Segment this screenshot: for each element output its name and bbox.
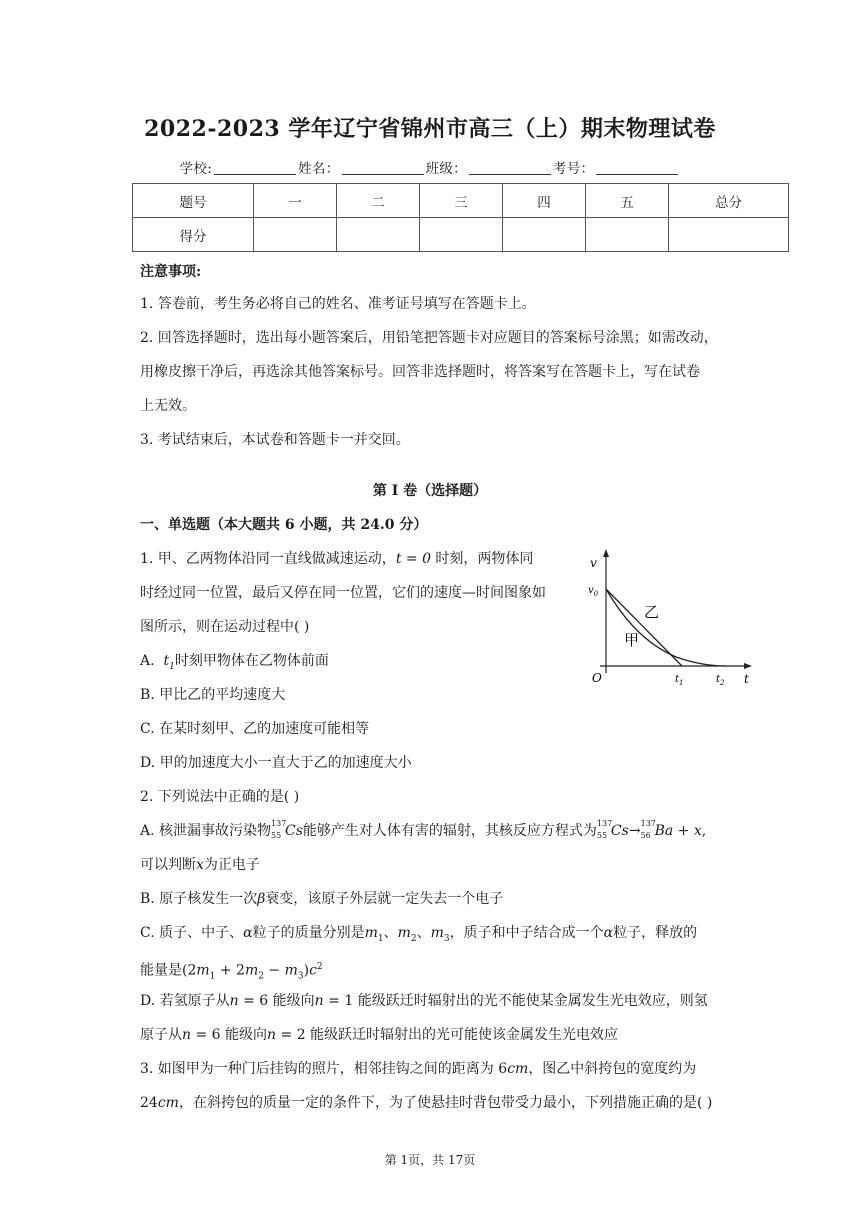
q1-option-c: C. 在某时刻甲、乙的加速度可能相等 (140, 721, 370, 737)
score-header-cell: 三 (420, 184, 503, 218)
score-cell (420, 218, 503, 252)
graph-jia-label: 甲 (624, 631, 640, 649)
student-info-line (0, 157, 860, 177)
class-blank (469, 173, 551, 175)
part-title: 第 I 卷（选择题） (372, 483, 488, 499)
name-label: 姓名： (298, 161, 340, 177)
name-blank (342, 173, 424, 175)
q3-line-1: 3. 如图甲为一种门后挂钩的照片，相邻挂钩之间的距离为 6cm，图乙中斜挎包的宽度约为 (140, 1061, 697, 1077)
nuclide-cs137-eq: 137 55 (596, 819, 613, 840)
q1-line-2: 时经过同一位置，最后又停在同一位置，它们的速度—时间图象如 (140, 585, 546, 601)
q1-math-t0: t = 0 (395, 551, 431, 567)
q2-option-d-text-2: 能级向 (268, 993, 315, 1009)
q1-line-3: 图所示，则在运动过程中( ) (140, 619, 310, 635)
q3-line-2-b: ，在斜挎包的质量一定的条件下，为了使悬挂时背包带受力最小，下列措施正确的是( ) (178, 1095, 713, 1111)
score-header-cell: 题号 (133, 184, 254, 218)
exam-no-label: 考号： (552, 161, 595, 177)
q2-option-c-text-4: 粒子，释放的 (613, 925, 698, 941)
q2-option-d-text-1: D. 若氢原子从 (140, 993, 230, 1009)
q1-option-d: D. 甲的加速度大小一直大于乙的加速度大小 (140, 755, 412, 771)
q2-option-c-text-2: 粒子的质量分别是 (252, 925, 365, 941)
notice-item-2-line-1: 2. 回答选择题时，选出每小题答案后，用铅笔把答题卡对应题目的答案标号涂黑；如需改动， (140, 330, 718, 346)
graph-t-axis-arrow (744, 663, 752, 669)
graph-t2-label: $t_2$ (716, 674, 725, 685)
graph-t-label: t (744, 672, 749, 685)
q2-option-a-text-1: A. 核泄漏事故污染物 (140, 823, 272, 839)
score-cell (337, 218, 420, 252)
notice-item-2-line-3: 上无效。 (140, 398, 196, 414)
score-cell (254, 218, 337, 252)
score-cell (586, 218, 669, 252)
q2-option-a-text-3: 可以判断 (140, 857, 196, 873)
q1-option-a (140, 651, 329, 677)
q2-option-d-text-4: 原子从 (140, 1027, 182, 1043)
notice-item-1: 1. 答卷前，考生务必将自己的姓名、准考证号填写在答题卡上。 (140, 296, 536, 312)
score-table (132, 183, 789, 252)
q2-option-d-text-6: 能级跃迁时辐射出的光可能使该金属发生光电效应 (305, 1027, 619, 1043)
q2-option-a-text-2: 能够产生对人体有害的辐射，其核反应方程式为 (302, 823, 597, 839)
score-table-header-row (133, 184, 789, 218)
score-cell (503, 218, 586, 252)
q2-option-a-text-4: 为正电子 (203, 857, 260, 873)
graph-origin-label: O (592, 671, 602, 685)
q2-option-c-text-5: 能量是 (140, 962, 182, 979)
score-table-score-row (133, 218, 789, 252)
q1-math-t1: $t_1$ (163, 653, 175, 672)
score-header-cell: 总分 (669, 184, 789, 218)
graph-curve-jia (606, 589, 726, 666)
q3-line-2: 24cm，在斜挎包的质量一定的条件下，为了使悬挂时背包带受力最小，下列措施正确的是( ) (140, 1095, 713, 1111)
graph-v-label: v (590, 556, 597, 570)
score-row-label: 得分 (133, 218, 254, 252)
q2-option-a-line-1: A. 核泄漏事故污染物 137 55 Cs能够产生对人体有害的辐射，其核反应方程式为 137 55 Cs→ 137 56 Ba + x, (140, 819, 707, 840)
q2-option-d-line-2: 原子从n = 6 能级向n = 2 能级跃迁时辐射出的光可能使该金属发生光电效应 (140, 1027, 619, 1043)
score-header-cell: 一 (254, 184, 337, 218)
q1-option-b: B. 甲比乙的平均速度大 (140, 687, 286, 703)
graph-t1-label: $t_1$ (675, 674, 684, 685)
q1-line-1-b: 时刻，两物体同 (430, 551, 534, 567)
score-cell (669, 218, 789, 252)
score-header-cell: 五 (586, 184, 669, 218)
q1-line-1-a: 1. 甲、乙两物体沿同一直线做减速运动， (140, 551, 396, 567)
q2-option-d-line-1: D. 若氢原子从n = 6 能级向n = 1 能级跃迁时辐射出的光不能使某金属发生光电效应，则氢 (140, 993, 708, 1009)
exam-no-blank (596, 173, 678, 175)
notice-heading: 注意事项: (140, 264, 202, 280)
graph-v-axis-arrow (603, 549, 609, 557)
school-blank (214, 173, 296, 175)
q2-option-d-text-5: 能级向 (220, 1027, 268, 1043)
velocity-time-graph (586, 545, 756, 685)
q2-stem: 2. 下列说法中正确的是( ) (140, 789, 300, 805)
question-group-title: 一、单选题（本大题共 6 小题，共 24.0 分） (140, 517, 428, 533)
q2-option-c-line-1: C. 质子、中子、α粒子的质量分别是$m_1$、$m_2$、$m_3$，质子和中子结合成一个α粒子，释放的 (140, 925, 698, 944)
q2-option-b-text-2: 衰变，该原子外层就一定失去一个电子 (265, 891, 504, 907)
nuclide-cs137: 137 55 (271, 819, 287, 840)
q3-line-1-a: 3. 如图甲为一种门后挂钩的照片，相邻挂钩之间的距离为 (140, 1061, 499, 1077)
q2-option-b-text-1: B. 原子核发生一次 (140, 891, 258, 907)
class-label: 班级： (425, 161, 467, 177)
q2-option-a-line-2: 可以判断x为正电子 (140, 857, 260, 873)
score-header-cell: 四 (503, 184, 586, 218)
q1-option-a-text: 时刻甲物体在乙物体前面 (174, 653, 329, 669)
school-label: 学校: (179, 161, 213, 177)
q1-line-1 (140, 549, 533, 569)
q2-option-c-line-2: 能量是$(2m_1 + 2m_2 - m_3)c^2$ (140, 962, 323, 982)
q2-option-b: B. 原子核发生一次β衰变，该原子外层就一定失去一个电子 (140, 891, 504, 907)
q2-option-d-text-3: 能级跃迁时辐射出的光不能使某金属发生光电效应，则氢 (353, 993, 708, 1009)
graph-v0-label: $v_0$ (588, 585, 599, 598)
q3-line-1-b: ，图乙中斜挎包的宽度约为 (528, 1061, 697, 1077)
q1-option-a-label: A. (140, 653, 155, 669)
score-header-cell: 二 (337, 184, 420, 218)
q2-option-c-text-1: C. 质子、中子、 (140, 925, 244, 941)
page-footer: 第 1页，共 17页 (384, 1153, 476, 1167)
notice-item-2-line-2: 用橡皮擦干净后，再选涂其他答案标号。回答非选择题时，将答案写在答题卡上，写在试卷 (140, 364, 700, 380)
graph-yi-label: 乙 (644, 603, 660, 621)
nuclide-ba137: 137 56 (640, 819, 656, 840)
q2-option-c-text-3: ，质子和中子结合成一个 (449, 925, 604, 941)
exam-title: 2022-2023 学年辽宁省锦州市高三（上）期末物理试卷 (144, 116, 716, 142)
notice-item-3: 3. 考试结束后，本试卷和答题卡一并交回。 (140, 432, 410, 448)
